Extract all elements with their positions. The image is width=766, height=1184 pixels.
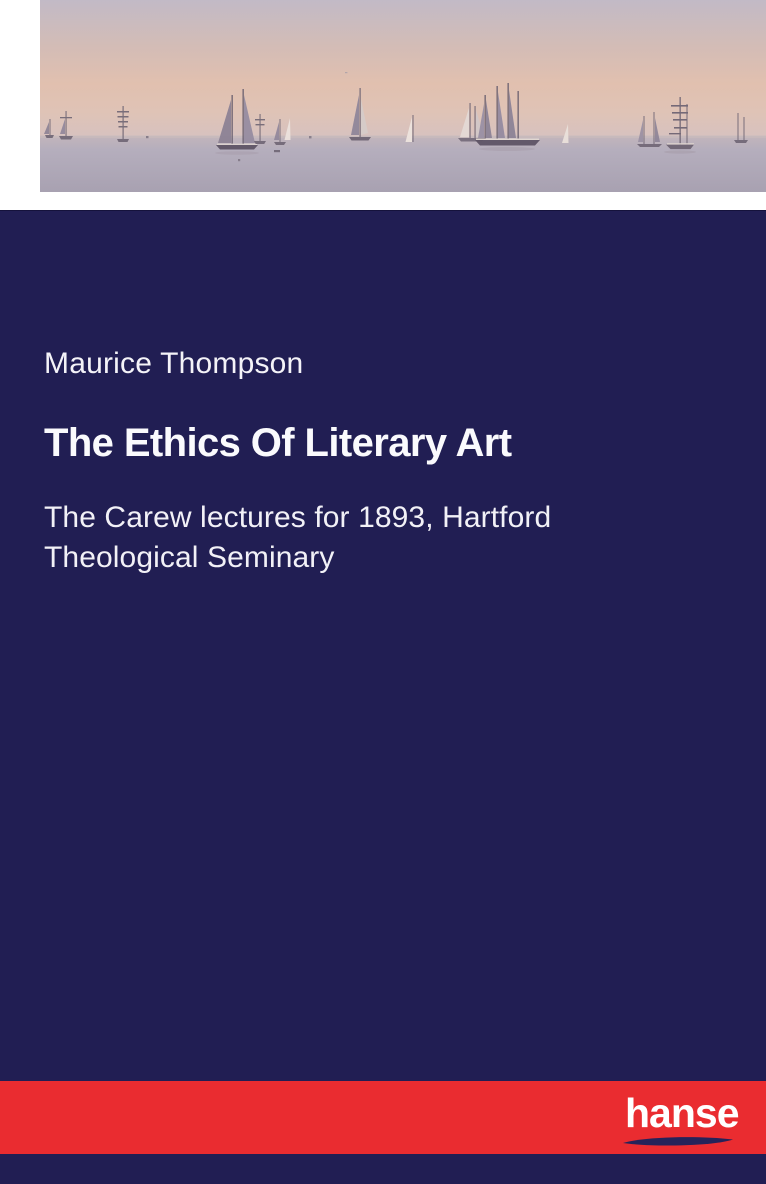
author-name: Maurice Thompson [44, 347, 304, 380]
publisher-logo [625, 1090, 739, 1151]
cover-photo-sailing-ships [40, 0, 766, 192]
logo-swoosh-icon [621, 1134, 735, 1148]
subtitle-line-2: Theological Seminary [44, 541, 335, 574]
publisher-band [0, 1081, 766, 1154]
publisher-logo-text: hanse [625, 1090, 739, 1136]
sailing-ships-illustration [40, 0, 766, 192]
book-title: The Ethics Of Literary Art [44, 421, 512, 465]
book-subtitle [44, 498, 684, 578]
subtitle-line-1: The Carew lectures for 1893, Hartford [44, 501, 552, 534]
